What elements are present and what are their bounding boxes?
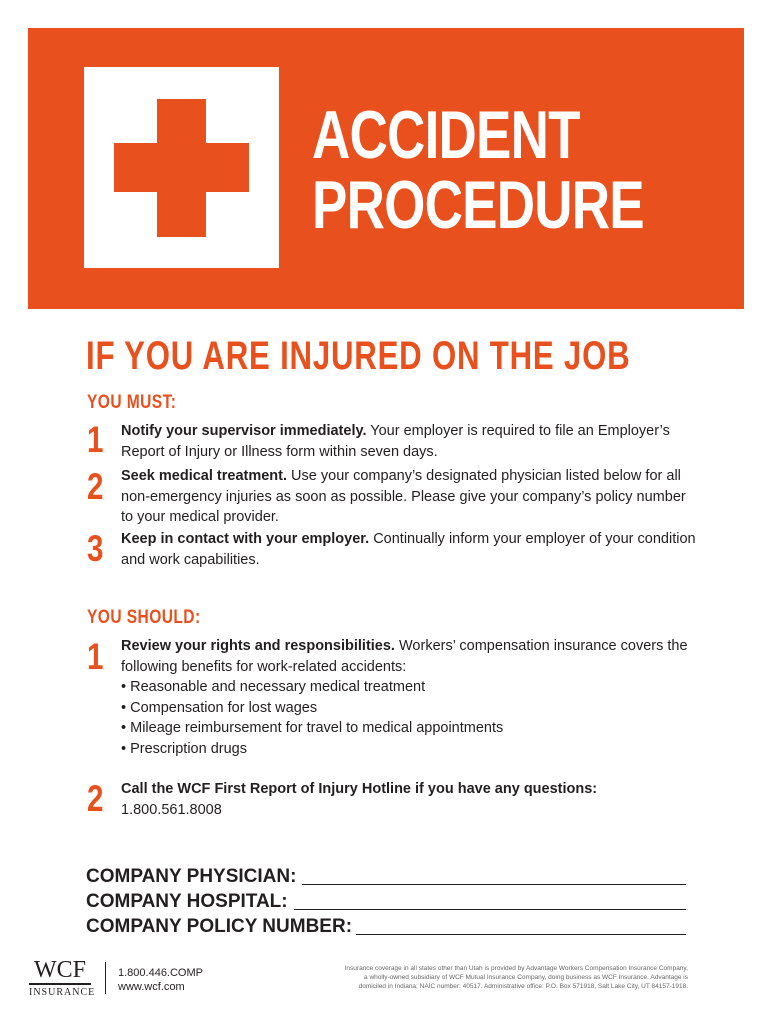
hospital-line[interactable] [294, 909, 686, 910]
should-step-2-text [121, 779, 701, 820]
step-body: Continually inform your employer of your condition and work capabilities. [121, 531, 696, 568]
legal-line-3: domiciled in Indiana; NAIC number: 40517. Administrative office: P.O. Box 571918, Salt Lake City, UT 84157-1918. [358, 983, 688, 990]
hospital-field[interactable] [86, 889, 686, 913]
you-must-label: YOU MUST: [87, 392, 177, 413]
should-step-1-text [121, 636, 701, 759]
logo-rule [29, 983, 91, 985]
should-step-1-number: 1 [87, 636, 104, 677]
physician-label: COMPANY PHYSICIAN: [86, 866, 297, 887]
should-step-2-number: 2 [87, 778, 104, 819]
footer-legal [338, 964, 688, 991]
first-aid-cross-icon [84, 67, 279, 268]
step-bold: Keep in contact with your employer. [121, 531, 370, 547]
header-banner [28, 28, 744, 309]
logo-sub-text: INSURANCE [29, 987, 96, 998]
logo-main-text: WCF [33, 957, 86, 983]
title-line-2: PROCEDURE [312, 167, 644, 243]
step-body: Use your company’s designated physician listed below for all non-emergency injuries as soon as possible. Please give your company’s policy number to your medical provider. [121, 468, 686, 525]
must-step-2-text [121, 466, 701, 528]
step-bold: Review your rights and responsibilities. [121, 638, 395, 654]
list-item: • Compensation for lost wages [121, 698, 701, 719]
policy-number-field[interactable] [86, 914, 686, 938]
step-bold: Call the WCF First Report of Injury Hotline if you have any questions: [121, 781, 598, 797]
footer-contact [118, 966, 203, 994]
policy-number-label: COMPANY POLICY NUMBER: [86, 916, 353, 937]
list-item: • Prescription drugs [121, 739, 701, 760]
you-should-label: YOU SHOULD: [87, 607, 201, 628]
step-body: Workers’ compensation insurance covers the following benefits for work-related accidents: [121, 638, 688, 675]
hotline-number: 1.800.561.8008 [121, 801, 222, 818]
step-bold: Seek medical treatment. [121, 468, 288, 484]
footer-phone: 1.800.446.COMP [118, 967, 203, 979]
physician-line[interactable] [302, 884, 686, 885]
must-step-3-text [121, 529, 701, 570]
footer-divider [105, 962, 106, 994]
must-step-3-number: 3 [87, 528, 104, 569]
policy-number-line[interactable] [356, 934, 686, 935]
must-step-1-text [121, 421, 701, 462]
must-step-1-number: 1 [87, 419, 104, 460]
list-item: • Reasonable and necessary medical treatment [121, 677, 701, 698]
legal-line-1: Insurance coverage in all states other than Utah is provided by Advantage Workers Compensation Insurance Company, [344, 965, 688, 972]
headline: IF YOU ARE INJURED ON THE JOB [86, 334, 631, 378]
cross-horizontal-bar [114, 143, 249, 192]
step-body: Your employer is required to file an Employer’s Report of Injury or Illness form within seven days. [121, 423, 670, 460]
must-step-2-number: 2 [87, 466, 104, 507]
list-item: • Mileage reimbursement for travel to medical appointments [121, 718, 701, 739]
physician-field[interactable] [86, 864, 686, 888]
hospital-label: COMPANY HOSPITAL: [86, 891, 288, 912]
title-line-1: ACCIDENT [312, 97, 580, 173]
benefits-list [121, 677, 701, 759]
legal-line-2: a wholly-owned subsidiary of WCF Mutual Insurance Company, doing business as WCF Insurance. Advantage is [364, 974, 688, 981]
page-title [312, 97, 644, 243]
step-bold: Notify your supervisor immediately. [121, 423, 367, 439]
wcf-logo [29, 957, 96, 1001]
footer-website[interactable]: www.wcf.com [118, 981, 185, 993]
